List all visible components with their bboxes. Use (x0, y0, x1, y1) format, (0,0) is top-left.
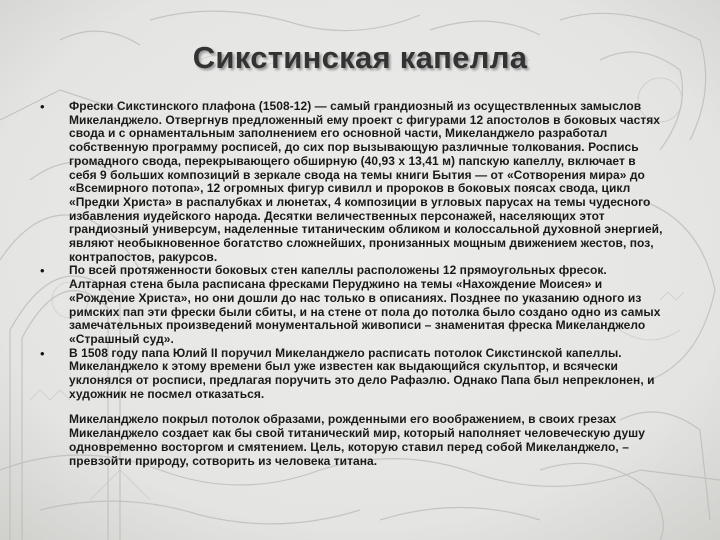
bullet-text: По всей протяженности боковых стен капеллы расположены 12 прямоугольных фресок. Алтарная стена была расписана фресками Перуджино на темы «Нахождение Моисея» и «Рождение Христа», но они дошли до нас только в описаниях. Позднее по указанию одного из римских пап эти фрески были сбиты, и на стене от пола до потолка было создано одно из самых замечательных произведений монументальной живописи – знаменитая фреска Микеланджело «Страшный суд». (69, 263, 661, 346)
bullet-marker: • (40, 99, 45, 114)
bullet-marker: • (40, 345, 45, 361)
slide-title: Сикстинская капелла (192, 40, 528, 75)
bullet-item (40, 347, 665, 402)
bullet-marker: • (40, 263, 45, 279)
bullet-text: В 1508 году папа Юлий II поручил Микеланджело расписать потолок Сикстинской капеллы. Микеланджело к этому времени был уже известен как выдающийся скульптор, и всячески уклонялся от росписи, предлагая поручить это дело Рафаэлю. Однако Папа был непреклонен, и художник не посмел отказаться. (69, 345, 655, 401)
bullet-text: Фрески Сикстинского плафона (1508-12) — самый грандиозный из осуществленных замыслов Микеланджело. Отвергнув предложенный ему проект с фигурами 12 апостолов в боковых частях свода и с орнаментальным заполнением его основной части, Микеланджело разработал собственную программу росписей, до сих пор вызывающую различные толкования. Роспись громадного свода, перекрывающего обширную (40,93 х 13,41 м) папскую капеллу, включает в себя 9 больших композиций в зеркале свода на темы книги Бытия — от «Сотворения мира» до «Всемирного потопа», 12 огромных фигур сивилл и пророков в боковых поясах свода, цикл «Предки Христа» в распалубках и люнетах, 4 композиции в угловых парусах на темы чудесного избавления иудейского народа. Десятки величественных персонажей, населяющих этот грандиозный универсум, наделенные титаническим обликом и колоссальной духовной энергией, являют необыкновенное богатство сложнейших, пронизанных мощным движением жестов, поз, контрапостов, ракурсов. (69, 99, 663, 264)
closing-paragraph: Микеланджело покрыл потолок образами, рожденными его воображением, в своих грезах Микеланджело создает как бы свой титанический мир, который наполняет человеческую душу одновременно восторгом и смятением. Цель, которую ставил перед собой Микеланджело, – превзойти природу, сотворить из человека титана. (69, 412, 645, 468)
bullet-item (40, 100, 665, 264)
slide-body (40, 100, 665, 468)
bullet-item (40, 264, 665, 346)
